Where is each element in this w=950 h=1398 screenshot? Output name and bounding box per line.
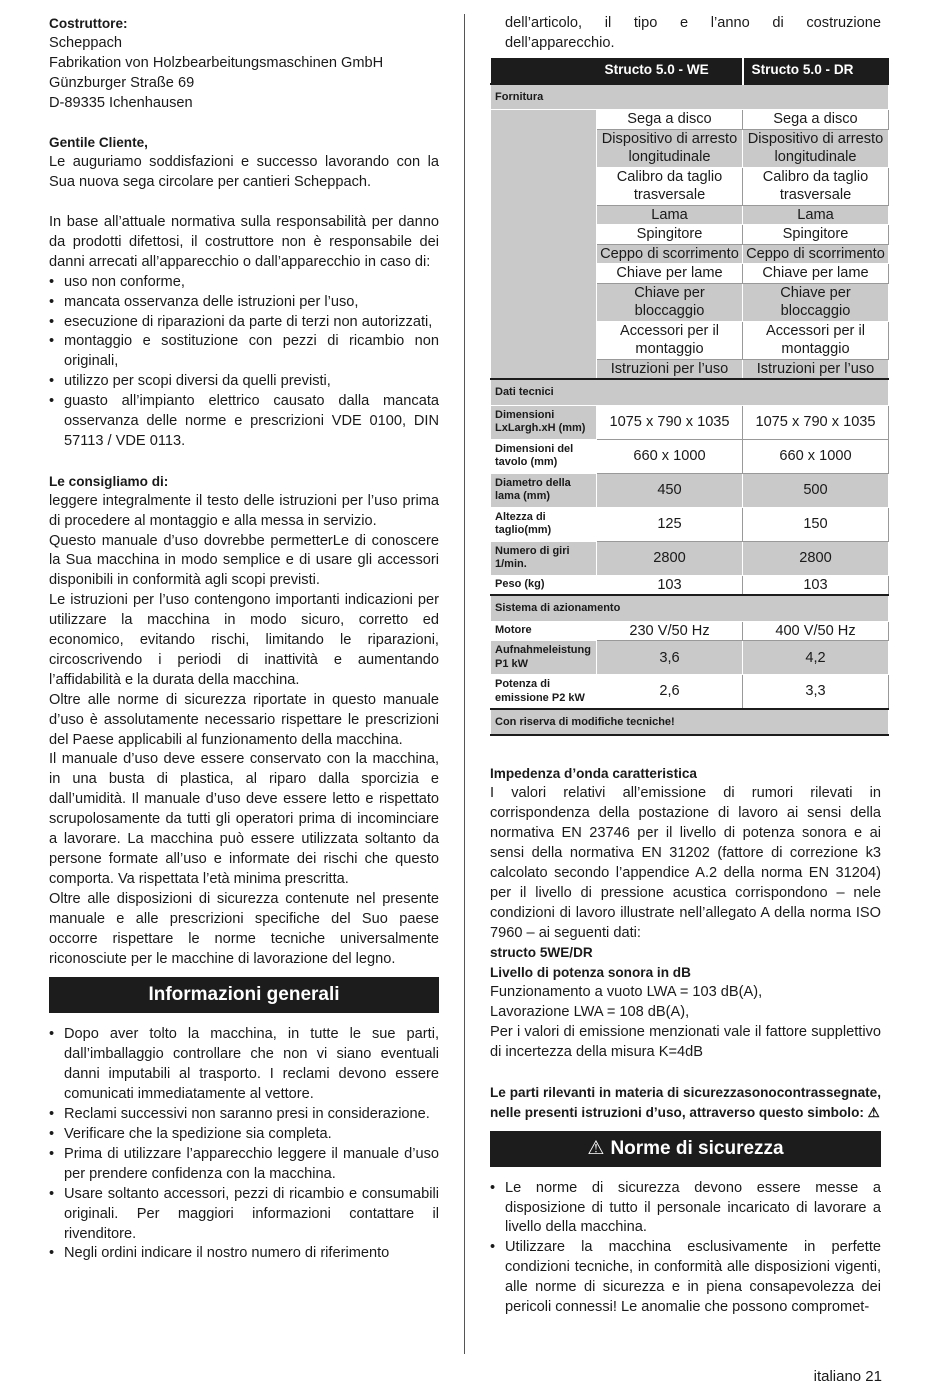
table-cell: Lama — [743, 205, 889, 225]
table-cell: Accessori per il montaggio — [743, 321, 889, 359]
table-cell: 103 — [597, 575, 743, 595]
norme-banner — [490, 1131, 881, 1167]
table-cell: 150 — [743, 507, 889, 541]
table-cell: Calibro da taglio trasversale — [597, 167, 743, 205]
livello-line: Funzionamento a vuoto LWA = 103 dB(A), — [490, 984, 763, 1001]
table-cell: Chiave per bloccaggio — [597, 283, 743, 321]
consigli-heading: Le consigliamo di: — [49, 473, 169, 489]
continuation-text: dell’articolo, il tipo e l’anno di costruzione dell’apparecchio. — [505, 15, 881, 51]
table-cell: 2,6 — [597, 675, 743, 709]
table-cell: Spingitore — [743, 225, 889, 245]
table-cell: Dispositivo di arresto longitudinale — [743, 129, 889, 167]
table-cell: 1075 x 790 x 1035 — [743, 405, 889, 439]
consigli-paragraph: Questo manuale d’uso dovrebbe permetterLe di conoscere la Sua macchina in modo semplice e di usare gli accessori disponibili in conformità agli scopi previsti. — [49, 532, 439, 589]
consigli-paragraph: Oltre alle norme di sicurezza riportate in questo manuale d’uso è assolutamente necessario rispettare le prescrizioni del Paese applicabili al funzionamento della macchina. — [49, 691, 439, 748]
livello-line: Lavorazione LWA = 108 dB(A), — [490, 1004, 690, 1021]
list-item: • utilizzo per scopi diversi da quelli previsti, — [49, 372, 439, 392]
table-cell: Istruzioni per l’uso — [597, 359, 743, 379]
list-item: • Usare soltanto accessori, pezzi di ricambio e consumabili originali. Per maggiori informazioni contattare il rivenditore. — [49, 1185, 439, 1245]
costruttore-line: Günzburger Straße 69 — [49, 74, 195, 91]
consigli-paragraph: Il manuale d’uso deve essere conservato con la macchina, in una busta di plastica, al riparo dalla sporcizia e dall’umidità. Il manuale d’uso deve essere letto e rispettato scrupolosamente da tutti gli operatori prima di incominciare a lavorare. La macchina può essere utilizzata soltanto da persone formate all’uso e informate dei rischi che questo comporta. Va rispettata l’età minima prescritta. — [49, 751, 439, 887]
costruttore-line: D-89335 Ichenhausen — [49, 94, 193, 111]
table-cell: Calibro da taglio trasversale — [743, 167, 889, 205]
column-divider — [464, 14, 465, 1354]
table-cell: 2800 — [743, 541, 889, 575]
table-cell: 2800 — [597, 541, 743, 575]
table-cell: 230 V/50 Hz — [597, 621, 743, 641]
col-header-dr: Structo 5.0 - DR — [743, 58, 889, 84]
table-cell: Chiave per lame — [597, 264, 743, 284]
table-cell: 3,3 — [743, 675, 889, 709]
norme-list — [490, 1179, 881, 1318]
right-column — [490, 14, 885, 1318]
list-item: • Dopo aver tolto la macchina, in tutte le sue parti, dall’imballaggio controllare che non vi siano eventuali danni imputabili al trasporto. I reclami devono essere comunicati immediatamente al vettore. — [49, 1025, 439, 1105]
row-label: Diametro della lama (mm) — [491, 473, 597, 507]
section-sistema: Sistema di azionamento — [491, 595, 889, 621]
impedenza-heading: Impedenza d’onda caratteristica — [490, 766, 697, 782]
table-cell: Dispositivo di arresto longitudinale — [597, 129, 743, 167]
list-item: • Prima di utilizzare l’apparecchio leggere il manuale d’uso per prendere confidenza con la macchina. — [49, 1145, 439, 1185]
table-cell: 3,6 — [597, 641, 743, 675]
row-label: Peso (kg) — [491, 575, 597, 595]
list-item: • Reclami successivi non saranno presi in considerazione. — [49, 1105, 439, 1125]
consigli-paragraph: Le istruzioni per l’uso contengono importanti indicazioni per utilizzare la macchina in modo sicuro, corretto ed economico, evitando rischi, limitando le riparazioni, circoscrivendo i periodi di inattività e aumentando l’affidabilità e la durata della macchina. — [49, 592, 439, 688]
row-label: Numero di giri 1/min. — [491, 541, 597, 575]
responsabilita-intro: In base all’attuale normativa sulla responsabilità per danno da prodotti difettosi, il costruttore non è responsabile dei danni arrecati all’apparecchio o dall’apparecchio in caso di: — [49, 214, 439, 270]
table-cell: 660 x 1000 — [597, 439, 743, 473]
informazioni-list — [49, 1025, 439, 1264]
consigli-paragraph: Oltre alle disposizioni di sicurezza contenute nel presente manuale e alle prescrizioni specifiche del Suo paese occorre rispettare le norme tecniche universalmente riconosciute per le macchine di lavorazione del legno. — [49, 890, 439, 967]
gentile-heading: Gentile Cliente, — [49, 135, 148, 151]
list-item: • Utilizzare la macchina esclusivamente in perfette condizioni tecniche, in conformità alle disposizioni vigenti, alle norme di sicurezza e in piena consapevolezza dei pericoli connessi! Le anomalie che possono compromet- — [490, 1238, 881, 1318]
table-cell: Ceppo di scorrimento — [743, 244, 889, 264]
row-label: Potenza di emissione P2 kW — [491, 675, 597, 709]
gentile-paragraph: Le auguriamo soddisfazioni e successo lavorando con la Sua nuova sega circolare per cantieri Scheppach. — [49, 154, 439, 191]
structo-label: structo 5WE/DR — [490, 945, 593, 961]
table-cell: Chiave per bloccaggio — [743, 283, 889, 321]
table-cell: Sega a disco — [597, 110, 743, 130]
list-item: • Verificare che la spedizione sia completa. — [49, 1125, 439, 1145]
table-cell: Sega a disco — [743, 110, 889, 130]
list-item: • Le norme di sicurezza devono essere messe a disposizione di tutto il personale incaricato di lavorare a livello della macchina. — [490, 1179, 881, 1239]
table-cell: Istruzioni per l’uso — [743, 359, 889, 379]
page-number: italiano 21 — [813, 1368, 882, 1385]
emissione-paragraph: Per i valori di emissione menzionati vale il fattore supplettivo di incertezza della misura K=4dB — [490, 1024, 881, 1060]
costruttore-line: Scheppach — [49, 34, 123, 51]
list-item: • montaggio e sostituzione con pezzi di ricambio non originali, — [49, 332, 439, 372]
parti-rilevanti-text: Le parti rilevanti in materia di sicurezzasonocontrassegnate, nelle presenti istruzioni d’uso, attraverso questo simbolo: ⚠ — [490, 1084, 881, 1120]
row-label: Motore — [491, 621, 597, 641]
list-item: • uso non conforme, — [49, 273, 439, 293]
row-label: Altezza di taglio(mm) — [491, 507, 597, 541]
consigli-paragraph: leggere integralmente il testo delle istruzioni per l’uso prima di procedere al montaggio e alla messa in servizio. — [49, 492, 439, 529]
table-cell: Chiave per lame — [743, 264, 889, 284]
livello-heading: Livello di potenza sonora in dB — [490, 965, 691, 981]
table-cell: 450 — [597, 473, 743, 507]
row-label: Aufnahmeleistung P1 kW — [491, 641, 597, 675]
norme-banner-label: Norme di sicurezza — [610, 1137, 784, 1159]
warning-icon: ⚠ — [587, 1137, 605, 1159]
list-item: • guasto all’impianto elettrico causato dalla mancata osservanza delle norme e prescrizioni VDE 0100, DIN 57113 / VDE 0113. — [49, 392, 439, 452]
table-cell: 660 x 1000 — [743, 439, 889, 473]
section-fornitura: Fornitura — [491, 84, 889, 110]
list-item: • esecuzione di riparazioni da parte di terzi non autorizzati, — [49, 313, 439, 333]
row-label: Dimensioni LxLargh.xH (mm) — [491, 405, 597, 439]
table-cell: 400 V/50 Hz — [743, 621, 889, 641]
row-label: Dimensioni del tavolo (mm) — [491, 439, 597, 473]
table-cell: 4,2 — [743, 641, 889, 675]
responsabilita-list — [49, 273, 439, 452]
impedenza-paragraph: I valori relativi all’emissione di rumori rilevati in corrispondenza della postazione di lavoro ai sensi della normativa EN 23746 per il livello di potenza sonora e ai sensi della normativa EN 31202 (fattore di correzione k3 calcolato secondo l’appendice A.2 della norma EN 31204) per il livello di pressione acustica corrispondono – nele condizioni di lavoro illustrate nell’allegato A della norma ISO 7960 – ai seguenti dati: — [490, 785, 881, 941]
spec-table — [490, 58, 889, 737]
table-cell: 103 — [743, 575, 889, 595]
section-dati-tecnici: Dati tecnici — [491, 379, 889, 405]
list-item: • mancata osservanza delle istruzioni per l’uso, — [49, 293, 439, 313]
list-item: • Negli ordini indicare il nostro numero di riferimento — [49, 1244, 439, 1264]
table-cell: 125 — [597, 507, 743, 541]
table-cell: 500 — [743, 473, 889, 507]
left-column — [49, 14, 439, 1264]
informazioni-banner: Informazioni generali — [49, 977, 439, 1013]
costruttore-heading: Costruttore: — [49, 16, 128, 31]
costruttore-line: Fabrikation von Holzbearbeitungsmaschinen GmbH — [49, 54, 384, 71]
table-cell: 1075 x 790 x 1035 — [597, 405, 743, 439]
table-cell: Ceppo di scorrimento — [597, 244, 743, 264]
table-footer-note: Con riserva di modifiche tecniche! — [491, 709, 889, 736]
col-header-we: Structo 5.0 - WE — [597, 58, 743, 84]
table-cell: Spingitore — [597, 225, 743, 245]
table-cell: Accessori per il montaggio — [597, 321, 743, 359]
table-cell: Lama — [597, 205, 743, 225]
